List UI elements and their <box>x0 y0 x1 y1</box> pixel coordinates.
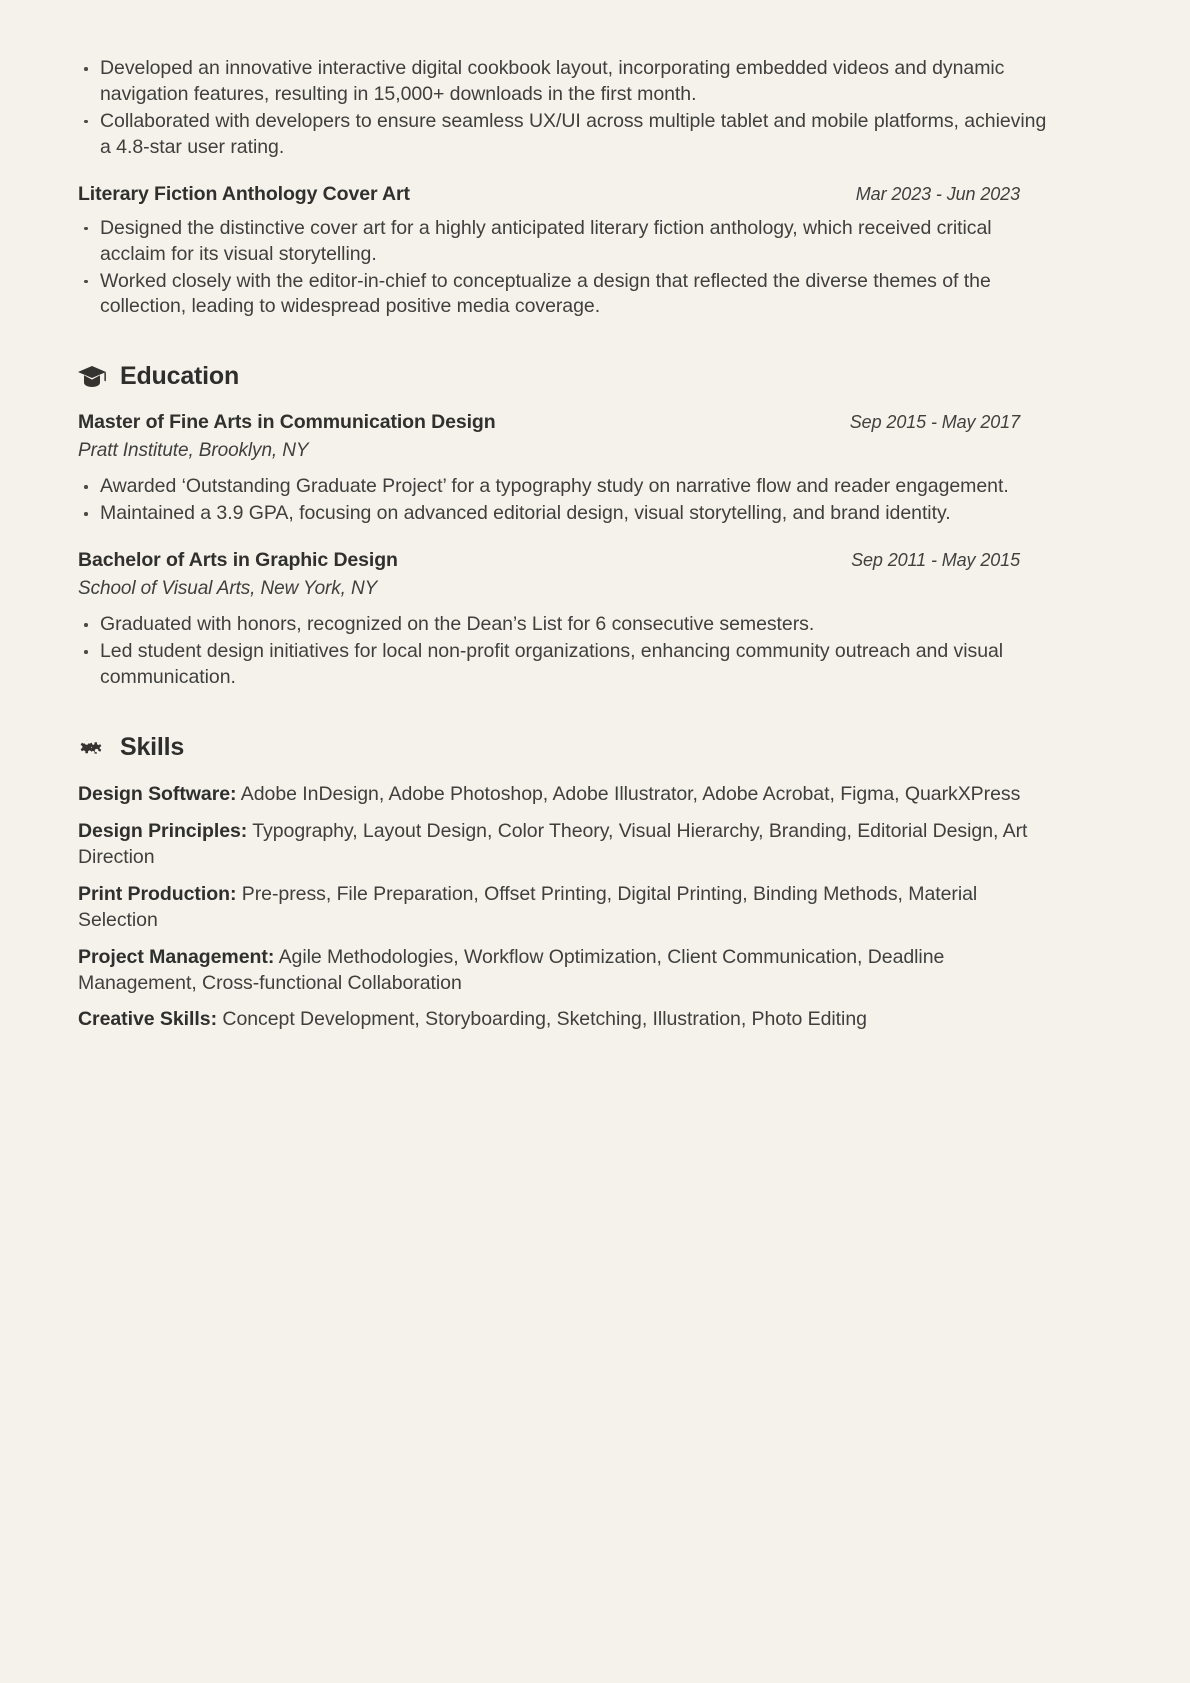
section-title-education: Education <box>120 362 240 391</box>
skill-group-label: Print Production: <box>78 882 237 905</box>
graduation-cap-icon <box>78 363 106 391</box>
skill-group-label: Design Software: <box>78 782 237 805</box>
degree-title: Bachelor of Arts in Graphic Design <box>78 549 398 572</box>
project-date-range: Mar 2023 - Jun 2023 <box>855 183 1020 204</box>
list-item: Awarded ‘Outstanding Graduate Project’ for a typography study on narrative flow and reader engagement. <box>78 474 1050 500</box>
skill-group <box>78 819 1028 871</box>
skill-group-items: Pre-press, File Preparation, Offset Printing, Digital Printing, Binding Methods, Material Selection <box>78 882 978 931</box>
skill-group-items: Concept Development, Storyboarding, Sketching, Illustration, Photo Editing <box>222 1008 867 1031</box>
list-item: Developed an innovative interactive digital cookbook layout, incorporating embedded videos and dynamic navigation features, resulting in 15,000+ downloads in the first month. <box>78 56 1050 108</box>
school-name: School of Visual Arts, New York, NY <box>78 578 378 600</box>
skills-section-header <box>78 733 1050 762</box>
education-section-header <box>78 362 1050 391</box>
project-title: Literary Fiction Anthology Cover Art <box>78 182 410 205</box>
skill-group <box>78 782 1028 808</box>
degree-date-range: Sep 2011 - May 2015 <box>851 550 1020 571</box>
education-entry-header <box>78 549 1050 572</box>
skill-group <box>78 945 1028 997</box>
list-item: Collaborated with developers to ensure seamless UX/UI across multiple tablet and mobile platforms, achieving a 4.8-star user rating. <box>78 109 1050 161</box>
list-item: Led student design initiatives for local non-profit organizations, enhancing community outreach and visual communication. <box>78 639 1050 691</box>
list-item: Maintained a 3.9 GPA, focusing on advanced editorial design, visual storytelling, and brand identity. <box>78 501 1050 527</box>
skill-group <box>78 882 1028 934</box>
list-item: Graduated with honors, recognized on the Dean’s List for 6 consecutive semesters. <box>78 612 1050 638</box>
project-bullets <box>78 216 1050 321</box>
education-entry-header <box>78 411 1050 434</box>
skill-group-items: Adobe InDesign, Adobe Photoshop, Adobe Illustrator, Adobe Acrobat, Figma, QuarkXPress <box>240 782 1021 805</box>
section-title-skills: Skills <box>120 732 185 761</box>
skill-group-label: Creative Skills: <box>78 1008 218 1031</box>
skill-group-items: Agile Methodologies, Workflow Optimization, Client Communication, Deadline Management, Cross-functional Collaboration <box>78 945 945 994</box>
gears-icon <box>78 733 106 761</box>
skill-group-label: Design Principles: <box>78 819 248 842</box>
skill-group-items: Typography, Layout Design, Color Theory, Visual Hierarchy, Branding, Editorial Design, Art Direction <box>78 819 1028 868</box>
list-item: Worked closely with the editor-in-chief to conceptualize a design that reflected the diverse themes of the collection, leading to widespread positive media coverage. <box>78 269 1050 321</box>
continued-experience-bullets <box>78 56 1050 161</box>
school-name: Pratt Institute, Brooklyn, NY <box>78 440 309 462</box>
degree-title: Master of Fine Arts in Communication Design <box>78 411 496 434</box>
degree-date-range: Sep 2015 - May 2017 <box>849 412 1020 433</box>
project-entry-header <box>78 183 1050 206</box>
skills-list <box>78 782 1050 1033</box>
education-bullets <box>78 612 1050 691</box>
education-bullets <box>78 474 1050 527</box>
list-item: Designed the distinctive cover art for a highly anticipated literary fiction anthology, which received critical acclaim for its visual storytelling. <box>78 216 1050 268</box>
skill-group <box>78 1007 1028 1033</box>
skill-group-label: Project Management: <box>78 945 275 968</box>
